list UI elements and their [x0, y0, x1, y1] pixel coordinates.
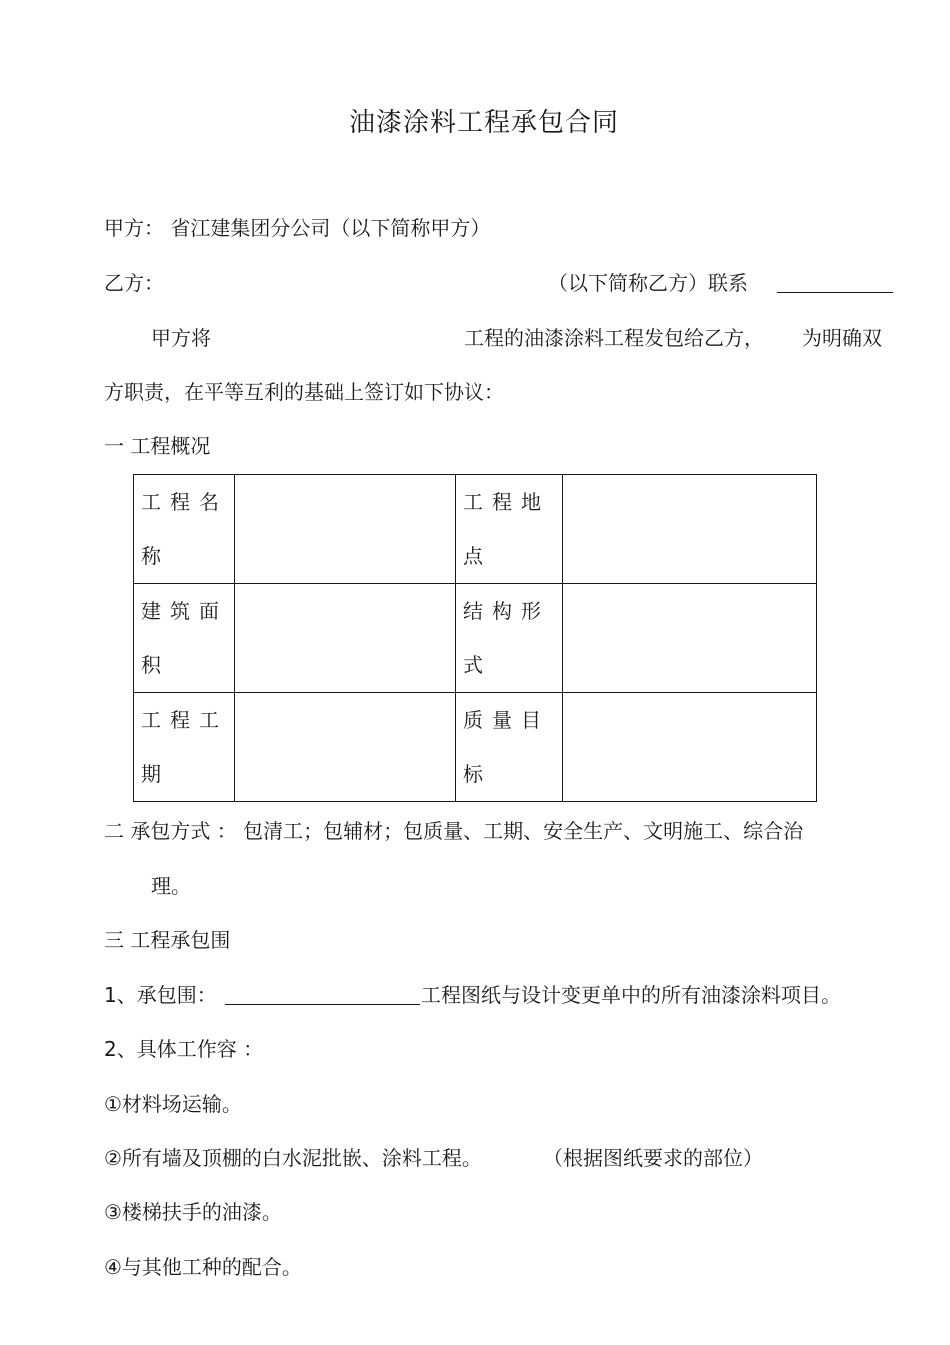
intro-part3: 为明确双 [802, 326, 882, 350]
table-value-cell [235, 475, 456, 584]
table-label-cell [134, 693, 235, 802]
party-b-suffix: （以下简称乙方）联系 [548, 271, 748, 295]
section2-line2: 理。 [151, 874, 191, 898]
section2-line1: 二 承包方式 ： 包清工；包辅材；包质量、工期、安全生产、文明施工、综合治 [104, 819, 804, 843]
table-label-cell [456, 475, 563, 584]
list-item: ②所有墙及顶棚的白水泥批嵌、涂料工程。 [104, 1146, 482, 1170]
work-content-heading: 2、具体工作容 ： [104, 1037, 264, 1061]
intro-part2: 工程的油漆涂料工程发包给乙方， [464, 326, 764, 350]
list-item: ③楼梯扶手的油漆。 [104, 1200, 282, 1224]
intro-part1: 甲方将 [151, 326, 211, 350]
project-overview-table [133, 474, 817, 802]
table-row [134, 693, 817, 802]
table-value-cell [563, 475, 817, 584]
table-label: 结构形 [463, 599, 550, 623]
table-label: 建筑面 [141, 599, 228, 623]
scope-blank [225, 1004, 420, 1005]
list-item: ④与其他工种的配合。 [104, 1255, 302, 1279]
party-a-line: 甲方： 省江建集团分公司（以下简称甲方） [104, 216, 491, 240]
table-label: 式 [463, 653, 483, 677]
table-row [134, 584, 817, 693]
document-title: 油漆涂料工程承包合同 [348, 108, 619, 138]
table-label: 积 [141, 653, 161, 677]
party-b-label: 乙方： [104, 271, 164, 295]
table-label: 质量目 [463, 708, 550, 732]
table-value-cell [563, 584, 817, 693]
table-label: 工程地 [463, 490, 550, 514]
table-value-cell [235, 693, 456, 802]
section1-heading: 一 工程概况 [104, 434, 211, 458]
table-row [134, 475, 817, 584]
table-label: 称 [141, 544, 161, 568]
scope-suffix: 工程图纸与设计变更单中的所有油漆涂料项目。 [421, 983, 841, 1007]
table-label: 工程工 [141, 708, 228, 732]
scope-prefix: 1、承包围： [104, 983, 217, 1007]
table-label: 标 [463, 762, 483, 786]
contact-blank [777, 292, 893, 293]
table-label-cell [134, 584, 235, 693]
table-label-cell [134, 475, 235, 584]
table-value-cell [563, 693, 817, 802]
table-label: 工程名 [141, 490, 228, 514]
list-item-note: （根据图纸要求的部位） [543, 1146, 763, 1170]
table-value-cell [235, 584, 456, 693]
table-label-cell [456, 693, 563, 802]
list-item: ①材料场运输。 [104, 1092, 242, 1116]
table-label: 期 [141, 762, 161, 786]
table-label-cell [456, 584, 563, 693]
table-label: 点 [463, 544, 483, 568]
section3-heading: 三 工程承包围 [104, 928, 231, 952]
intro-line2: 方职责，在平等互利的基础上签订如下协议： [104, 380, 504, 404]
